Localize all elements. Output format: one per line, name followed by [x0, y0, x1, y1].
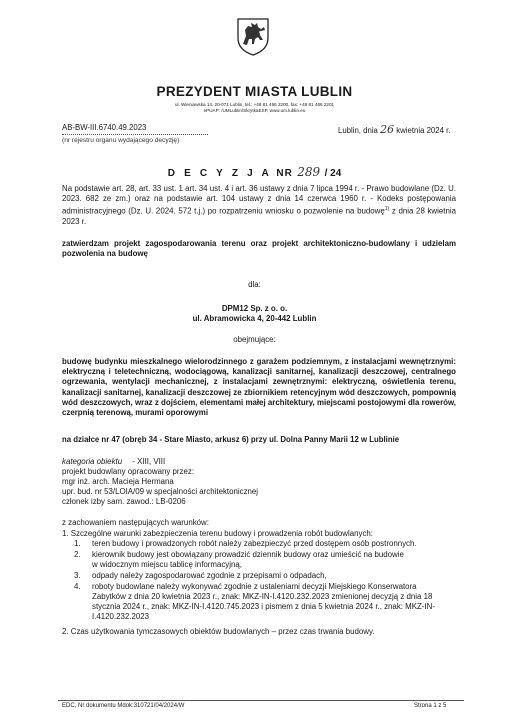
decision-heading — [0, 163, 509, 181]
condition-item-4: 4. roboty budowlane należy wykonywać zgodnie z ustaleniami decyzji Miejskiego Konserwatora — [74, 582, 417, 591]
issuer-title: PREZYDENT MIASTA LUBLIN — [156, 84, 353, 99]
register-divider — [62, 134, 208, 135]
issuer-epuap: ePUAP: /UMLublin/SkrytkaESP, www.um.lublin.eu — [203, 108, 306, 113]
for-label: dla: — [248, 280, 261, 289]
legal-basis-paragraph: Na podstawie art. 28, art. 33 ust. 1 art. 34 ust. 4 i art. 36 ustawy z dnia 7 lipca 1994 r. - Prawo budowlane (Dz. U. 2023. 682 ze zm.) oraz na podstawie art. 104 ustawy z dnia 14 czerwca 1960 r. - Kodeks postępowania administracyjnego (Dz. U. 2024. 572 t.j.) po rozpatrzeniu wniosku o pozwolenie na budowę$^{1)}$ z dnia 28 kwietnia 2023 r. — [62, 184, 456, 227]
case-number: AB-BW-III.6740.49.2023 — [62, 123, 147, 132]
condition-item-1: 1. teren budowy i prowadzonych robót należy zabezpieczyć przed dostępem osób postronnych. — [74, 539, 417, 548]
scope-of-works: budowę budynku mieszkalnego wielorodzinnego z garażem podziemnym, z instalacjami wewnętrznymi: elektryczną i teletechniczną, wodociągową, kanalizacji sanitarnej, kanalizacji deszczowej, centralnego ogrzewania, wentylacji mechanicznej, z instalacjami zewnętrznymi: elektryczną, oświetlenia terenu, kanalizacji sanitarnej, kanalizacji deszczowej ze zbiornikiem retencyjnym wód deszczowych, pompownią wód deszczowych, wraz z dojściem, elementami małej architektury, miejscami postojowymi dla rowerów, czerpnią terenową, murami oporowymi — [62, 357, 456, 418]
decision-nr: NR — [276, 168, 293, 179]
condition-2: 2. Czas użytkowania tymczasowych obiektów budowlanych – przez czas trwania budowy. — [62, 627, 375, 636]
project-line-1: projekt budowlany opracowany przez: — [62, 467, 195, 476]
lublin-coat-of-arms — [237, 18, 269, 56]
investor-name: DPM12 Sp. z o. o. — [221, 304, 288, 313]
issue-date — [338, 123, 450, 136]
category-value: - XIII, VIII — [132, 457, 166, 466]
project-chamber-member: członek izby sam. zawod.: LB-0206 — [62, 497, 186, 506]
register-note: (nr rejestru organu wydającego decyzję) — [62, 137, 180, 144]
condition-item-3: 3. odpady należy zagospodarować zgodnie z przepisami o odpadach, — [74, 571, 327, 580]
condition-item-2: 2. kierownik budowy jest obowiązany prowadzić dziennik budowy oraz umieścić na budowie — [74, 550, 404, 559]
condition-item-4-line-4: I.4120.232.2023 — [92, 612, 150, 621]
decision-number-handwritten: 289 — [297, 165, 321, 179]
date-day-handwritten: 26 — [380, 123, 395, 136]
covering-label: obejmujące: — [233, 335, 276, 344]
footnote-mark: 1) — [384, 206, 390, 213]
document-number: EDC, Nr dokumentu Mdok:310721/04/2024/W — [62, 703, 185, 709]
date-prefix: Lublin, dnia — [338, 126, 378, 135]
condition-1-heading: 1. Szczególne warunki zabezpieczenia terenu budowy i prowadzenia robót budowlanych: — [62, 529, 373, 538]
decision-label: D E C Y Z J A — [167, 168, 272, 179]
conditions-intro: z zachowaniem następujących warunków: — [62, 518, 209, 527]
condition-item-2-cont: w widocznym miejscu tablicę informacyjną, — [92, 560, 242, 569]
footer-divider — [58, 700, 464, 701]
category-label: kategoria obiektu — [62, 457, 123, 466]
object-category — [62, 457, 165, 467]
decision-year: / 24 — [324, 168, 342, 179]
plot-location: na działce nr 47 (obręb 34 - Stare Miasto, arkusz 6) przy ul. Dolna Panny Marii 12 w Lublinie — [62, 435, 400, 444]
project-license: upr. bud. nr 53/LOIA/09 w specjalności architektonicznej — [62, 487, 259, 496]
approval-statement: zatwierdzam projekt zagospodarowania terenu oraz projekt architektoniczno-budowlany i udzielam pozwolenia na budowę — [62, 239, 456, 259]
date-suffix: kwietnia 2024 r. — [396, 126, 451, 135]
investor-address: ul. Abramowicka 4, 20-442 Lublin — [192, 314, 317, 323]
project-author: mgr inż. arch. Macieja Hermana — [62, 477, 174, 486]
condition-item-4-line-3: stycznia 2024 r., znak: MKZ-IN-I.4120.745.2023 i pismem z dnia 5 kwietnia 2024 r., znak: MKZ-IN- — [92, 602, 435, 611]
page-indicator: Strona 1 z 5 — [414, 703, 447, 709]
issuer-address: ul. Wieniawska 14, 20-071 Lublin, tel.: +48 81 466 2200, fax: +48 81 466 2201 — [174, 102, 335, 107]
condition-item-4-line-2: Zabytków z dnia 20 kwietnia 2023 r., znak: MKZ-IN-I.4120.232.2023 zmienionej decyzją z dnia 18 — [92, 592, 433, 601]
